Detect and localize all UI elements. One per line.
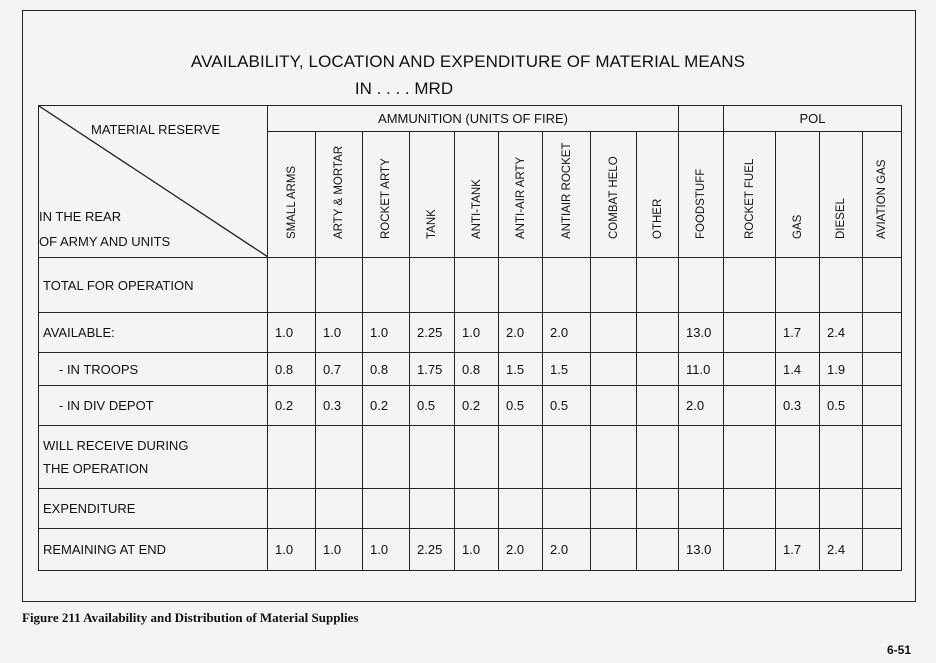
row-label — [39, 258, 268, 313]
column-header — [679, 132, 724, 258]
page-number: 6-51 — [887, 643, 912, 657]
table-cell: 2.4 — [820, 529, 863, 571]
table-subtitle: IN . . . . MRD — [354, 79, 454, 98]
table-cell — [724, 426, 776, 489]
column-header-label: ANTIAIR ROCKET — [560, 142, 573, 239]
table-cell — [268, 426, 316, 489]
column-header-label: AVIATION GAS — [876, 159, 888, 239]
table-row — [39, 258, 902, 313]
column-header — [455, 132, 499, 258]
table-cell — [863, 353, 902, 386]
corner-header — [39, 106, 268, 258]
column-header-label: ROCKET FUEL — [743, 158, 756, 239]
table-cell — [863, 489, 902, 529]
table-cell: 0.2 — [268, 386, 316, 426]
table-cell — [863, 386, 902, 426]
material-reserve-label: MATERIAL RESERVE — [91, 122, 221, 137]
table-cell — [724, 529, 776, 571]
table-cell — [410, 258, 455, 313]
column-header — [410, 132, 455, 258]
table-cell — [591, 353, 637, 386]
table-cell — [637, 529, 679, 571]
ammunition-group-header: AMMUNITION (UNITS OF FIRE) — [268, 106, 679, 132]
row-label — [39, 353, 268, 386]
table-cell: 0.5 — [543, 386, 591, 426]
row-label-text: TOTAL FOR OPERATION — [43, 277, 194, 293]
table-cell: 1.9 — [820, 353, 863, 386]
table-cell — [363, 489, 410, 529]
table-row — [39, 313, 902, 353]
row-label-text: REMAINING AT END — [43, 542, 167, 557]
table-cell: 0.3 — [776, 386, 820, 426]
column-header-label: ARTY & MORTAR — [333, 145, 345, 239]
row-label-text: AVAILABLE: — [43, 325, 115, 340]
column-header — [316, 132, 363, 258]
table-cell — [863, 529, 902, 571]
table-cell: 0.2 — [363, 386, 410, 426]
table-cell — [268, 258, 316, 313]
table-row — [39, 489, 902, 529]
table-cell — [863, 258, 902, 313]
table-cell — [637, 353, 679, 386]
table-cell: 2.0 — [543, 529, 591, 571]
figure-caption — [22, 610, 359, 626]
table-row — [39, 426, 902, 489]
table-cell — [268, 489, 316, 529]
table-cell: 1.0 — [316, 313, 363, 353]
table-cell — [316, 258, 363, 313]
table-cell: 1.7 — [776, 529, 820, 571]
table-cell — [591, 313, 637, 353]
column-header — [724, 132, 776, 258]
column-header-label: TANK — [426, 209, 438, 239]
column-header — [863, 132, 902, 258]
row-label-text-line2: THE OPERATION — [43, 461, 149, 476]
table-cell: 1.0 — [455, 529, 499, 571]
table-cell: 2.0 — [679, 386, 724, 426]
column-header-label: OTHER — [651, 198, 664, 239]
table-cell: 1.0 — [363, 529, 410, 571]
caption-text: Availability and Distribution of Material Supplies — [83, 610, 359, 625]
table-cell: 11.0 — [679, 353, 724, 386]
table-cell — [776, 258, 820, 313]
table-cell — [637, 258, 679, 313]
table-cell: 1.0 — [363, 313, 410, 353]
column-header-label: ANTI-TANK — [470, 179, 483, 239]
table-cell — [724, 313, 776, 353]
table-cell: 1.0 — [316, 529, 363, 571]
table-cell — [820, 489, 863, 529]
table-title: AVAILABILITY, LOCATION AND EXPENDITURE OF MATERIAL MEANS — [190, 52, 746, 71]
caption-prefix: Figure 211 — [22, 610, 81, 625]
row-label — [39, 426, 268, 489]
row-label-text: - IN DIV DEPOT — [59, 398, 154, 413]
table-cell — [679, 489, 724, 529]
table-cell: 1.5 — [499, 353, 543, 386]
column-header-label: DIESEL — [835, 198, 847, 239]
row-label-text: - IN TROOPS — [59, 361, 139, 377]
row-label — [39, 386, 268, 426]
table-cell — [820, 426, 863, 489]
column-header — [637, 132, 679, 258]
table-cell: 2.0 — [499, 313, 543, 353]
table-cell — [863, 426, 902, 489]
table-cell — [724, 489, 776, 529]
table-cell: 0.7 — [316, 353, 363, 386]
table-cell — [724, 386, 776, 426]
table-cell — [679, 258, 724, 313]
table-cell: 0.5 — [499, 386, 543, 426]
column-header-label: GAS — [791, 214, 804, 239]
row-label — [39, 313, 268, 353]
table-row — [39, 529, 902, 571]
table-cell — [591, 489, 637, 529]
column-header-label: ROCKET ARTY — [380, 158, 392, 239]
table-cell — [863, 313, 902, 353]
table-cell — [776, 426, 820, 489]
table-cell — [637, 426, 679, 489]
table-cell: 0.5 — [410, 386, 455, 426]
table-cell: 0.3 — [316, 386, 363, 426]
row-label — [39, 489, 268, 529]
table-cell — [455, 258, 499, 313]
table-cell — [363, 258, 410, 313]
table-cell — [499, 426, 543, 489]
table-cell — [543, 258, 591, 313]
table-cell — [679, 426, 724, 489]
table-cell: 0.8 — [455, 353, 499, 386]
table-cell — [776, 489, 820, 529]
table-cell — [499, 258, 543, 313]
table-cell: 1.0 — [268, 313, 316, 353]
table-cell: 2.0 — [543, 313, 591, 353]
rear-label-line2: OF ARMY AND UNITS — [39, 234, 171, 249]
column-header-label: SMALL ARMS — [285, 165, 298, 239]
table-cell — [455, 426, 499, 489]
row-label-text: WILL RECEIVE DURING — [43, 438, 189, 453]
column-header-label: COMBAT HELO — [607, 156, 620, 239]
table-cell — [543, 426, 591, 489]
table-cell — [591, 529, 637, 571]
column-header — [363, 132, 410, 258]
table-cell: 13.0 — [679, 313, 724, 353]
table-cell: 1.0 — [455, 313, 499, 353]
rear-label-line1: IN THE REAR — [39, 209, 122, 224]
table-cell — [724, 353, 776, 386]
table-cell: 0.8 — [268, 353, 316, 386]
column-header — [268, 132, 316, 258]
table-cell — [363, 426, 410, 489]
table-cell: 2.25 — [410, 313, 455, 353]
table-cell — [637, 386, 679, 426]
table-cell — [637, 489, 679, 529]
table-cell: 0.2 — [455, 386, 499, 426]
table-cell: 0.5 — [820, 386, 863, 426]
column-header-label: ANTI-AIR ARTY — [514, 156, 527, 239]
table-cell: 2.25 — [410, 529, 455, 571]
column-header — [591, 132, 637, 258]
table-cell — [591, 386, 637, 426]
table-cell — [316, 426, 363, 489]
table-cell — [499, 489, 543, 529]
table-cell: 13.0 — [679, 529, 724, 571]
column-header — [543, 132, 591, 258]
table-cell: 2.0 — [499, 529, 543, 571]
table-row — [39, 386, 902, 426]
column-header — [820, 132, 863, 258]
column-header-label: FOODSTUFF — [695, 168, 707, 239]
table-cell: 1.4 — [776, 353, 820, 386]
table-cell — [591, 426, 637, 489]
table-cell: 1.0 — [268, 529, 316, 571]
table-cell — [820, 258, 863, 313]
table-cell — [543, 489, 591, 529]
table-cell: 1.75 — [410, 353, 455, 386]
column-header — [499, 132, 543, 258]
table-cell: 0.8 — [363, 353, 410, 386]
table-cell — [591, 258, 637, 313]
table-cell — [637, 313, 679, 353]
material-table — [38, 105, 902, 571]
table-cell — [316, 489, 363, 529]
table-cell: 1.7 — [776, 313, 820, 353]
table-cell — [724, 258, 776, 313]
table-cell: 2.4 — [820, 313, 863, 353]
table-cell — [410, 489, 455, 529]
pol-group-header: POL — [724, 106, 902, 132]
table-row — [39, 353, 902, 386]
table-cell — [455, 489, 499, 529]
column-header — [776, 132, 820, 258]
table-cell — [410, 426, 455, 489]
row-label — [39, 529, 268, 571]
table-cell: 1.5 — [543, 353, 591, 386]
foodstuff-group-cell — [679, 106, 724, 132]
row-label-text: EXPENDITURE — [43, 501, 136, 516]
